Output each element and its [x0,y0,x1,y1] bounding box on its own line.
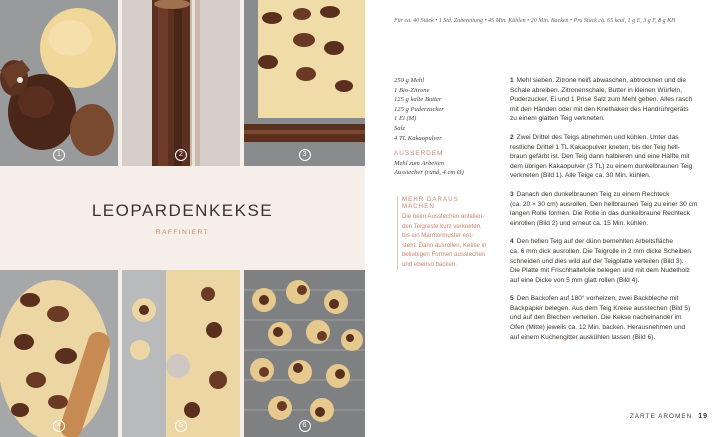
ingredient-item: 1 Ei (M) [394,115,417,123]
step-number: 5 [510,295,514,303]
step-line: Den Backofen auf 180° vorheizen, zwei Backbleche mit [516,295,679,303]
step-line: Die Platte mit Frischhaltefolie belegen und mit dem Nudelholz [510,267,690,275]
ingredient-item: 250 g Mehl [394,77,425,84]
photo-number: 2 [175,149,187,161]
tip-line: Die beim Ausstechen anfallen- [402,213,485,220]
tip-line: und ebenso backen. [402,260,457,268]
step-number: 4 [510,238,514,246]
page-number: 19 [698,413,708,420]
photo-step-3 [244,0,365,166]
page-subtitle: RAFFINIERT [155,229,210,236]
step-line: Backpapier belegen. Aus dem Teig Kreise ausstechen (Bild 5) [510,304,691,312]
step [510,237,708,285]
tip-heading: MEHR DARAUS MACHEN [402,196,459,210]
step-line: Den hellen Teig auf der dünn bemehlten Arbeitsfläche [516,238,674,246]
photo-step-6 [244,270,365,437]
step-line: auf eine Dicke von 5 mm glatt rollen (Bild 4). [510,276,640,284]
extra-item: Ausstecher (rund, 4 cm Ø) [394,169,464,177]
step-line: Zwei Drittel des Teigs abnehmen und kühlen. Unter das [516,133,679,141]
step-line: Puderzucker, Ei und 1 Prise Salz zum Mehl geben. Alles rasch [510,96,693,104]
photo-step-2 [122,0,240,166]
step-number: 1 [510,77,514,84]
ingredient-item: 1 Bio-Zitrone [394,86,430,94]
step-line: ca. 6 mm dick ausrollen. Die Teigrolle in 2 mm dicke Scheiben [510,247,691,255]
step [510,133,708,181]
step-line: mit den Händen oder mit den Knethaken des Handrührgeräts [510,105,689,113]
step-line: (ca. 20 × 30 cm) ausrollen. Den hellbraunen Teig zu einer 30 cm [510,200,698,208]
tip-box [397,196,492,270]
ingredient-item: Salz [394,124,405,132]
step-line: braun gefärbt ist. Den Teig dann halbieren und eine Hälfte mit [510,153,690,161]
tip-line: den Teigreste kurz verkneten, [402,222,482,230]
step [510,294,708,342]
step-line: Schale abreiben. Zitronenschale, Butter in kleinen Würfeln, [510,86,682,94]
tip-body [402,212,492,270]
step-line: Mehl sieben. Zitrone heiß abwaschen, abtrocknen und die [516,77,687,84]
step-number: 3 [510,190,514,198]
photo-number: 6 [299,420,311,432]
photo-number: 4 [53,420,65,432]
step-line: schneiden und dies wild auf der Teigplatte verteilen (Bild 3). [510,257,684,265]
page-footer [630,413,708,420]
step-number: 2 [510,133,514,141]
page-title: LEOPARDENKEKSE [91,201,274,220]
step [510,190,708,228]
step [510,76,708,124]
step-line: dem übrigen Kakaopulver (3 TL) zu einem dunkelbraunen Teig [510,162,693,170]
tip-line: beliebigen Formen ausstechen [402,251,486,259]
extra-heading: AUSSERDEM [394,150,444,158]
step-line: Ofen (Mitte) jeweils ca. 12 Min. backen. Herausnehmen und [510,324,686,332]
step-line: auf einem Kuchengitter auskühlen lassen (Bild 6). [510,333,656,341]
step-line: verkneten (Bild 1). Alle Teige ca. 30 Min. kühlen. [510,172,651,180]
footer-section: ZARTE AROMEN [629,413,693,420]
ingredient-item: 125 g Puderzucker [394,105,444,113]
photo-number: 1 [53,149,65,161]
ingredient-item: 125 g kalte Butter [394,96,442,104]
instructions [510,76,708,351]
extra-item: Mehl zum Arbeiten [394,159,445,167]
step-line: Danach den dunkelbraunen Teig zu einem Rechteck [516,190,670,198]
tip-line: bis ein Marmormuster ent- [402,232,474,240]
photo-number: 5 [175,420,187,432]
ingredients-list [394,76,494,178]
step-line: langen Rolle formen. Die Rolle in das dunkelbraune Rechteck [510,210,690,218]
step-line: und auf den Blechen verteilen. Die Kekse nacheinander im [510,314,682,322]
photo-step-4 [0,270,118,437]
photo-step-5 [122,270,240,437]
photo-number: 3 [299,149,311,161]
recipe-meta: Für ca. 40 Stück • 1 Std. Zubereitung • 45 Min. Kühlen • 20 Min. Backen • Pro Stück ca. 65 kcal, 1 g E, 3 g F, 8 g KH [394,18,676,24]
step-line: einrollen (Bild 2) und erneut ca. 15 Min. kühlen. [510,219,649,227]
ingredient-item: 4 TL Kakaopulver [394,134,442,142]
step-line: zu einem glatten Teig verkneten. [510,115,605,123]
photo-step-1 [0,0,118,166]
tip-line: steht. Dann ausrollen, Kekse in [402,241,487,249]
step-line: restliche Drittel 1 TL Kakaopulver kneten, bis der Teig hell- [510,143,680,151]
